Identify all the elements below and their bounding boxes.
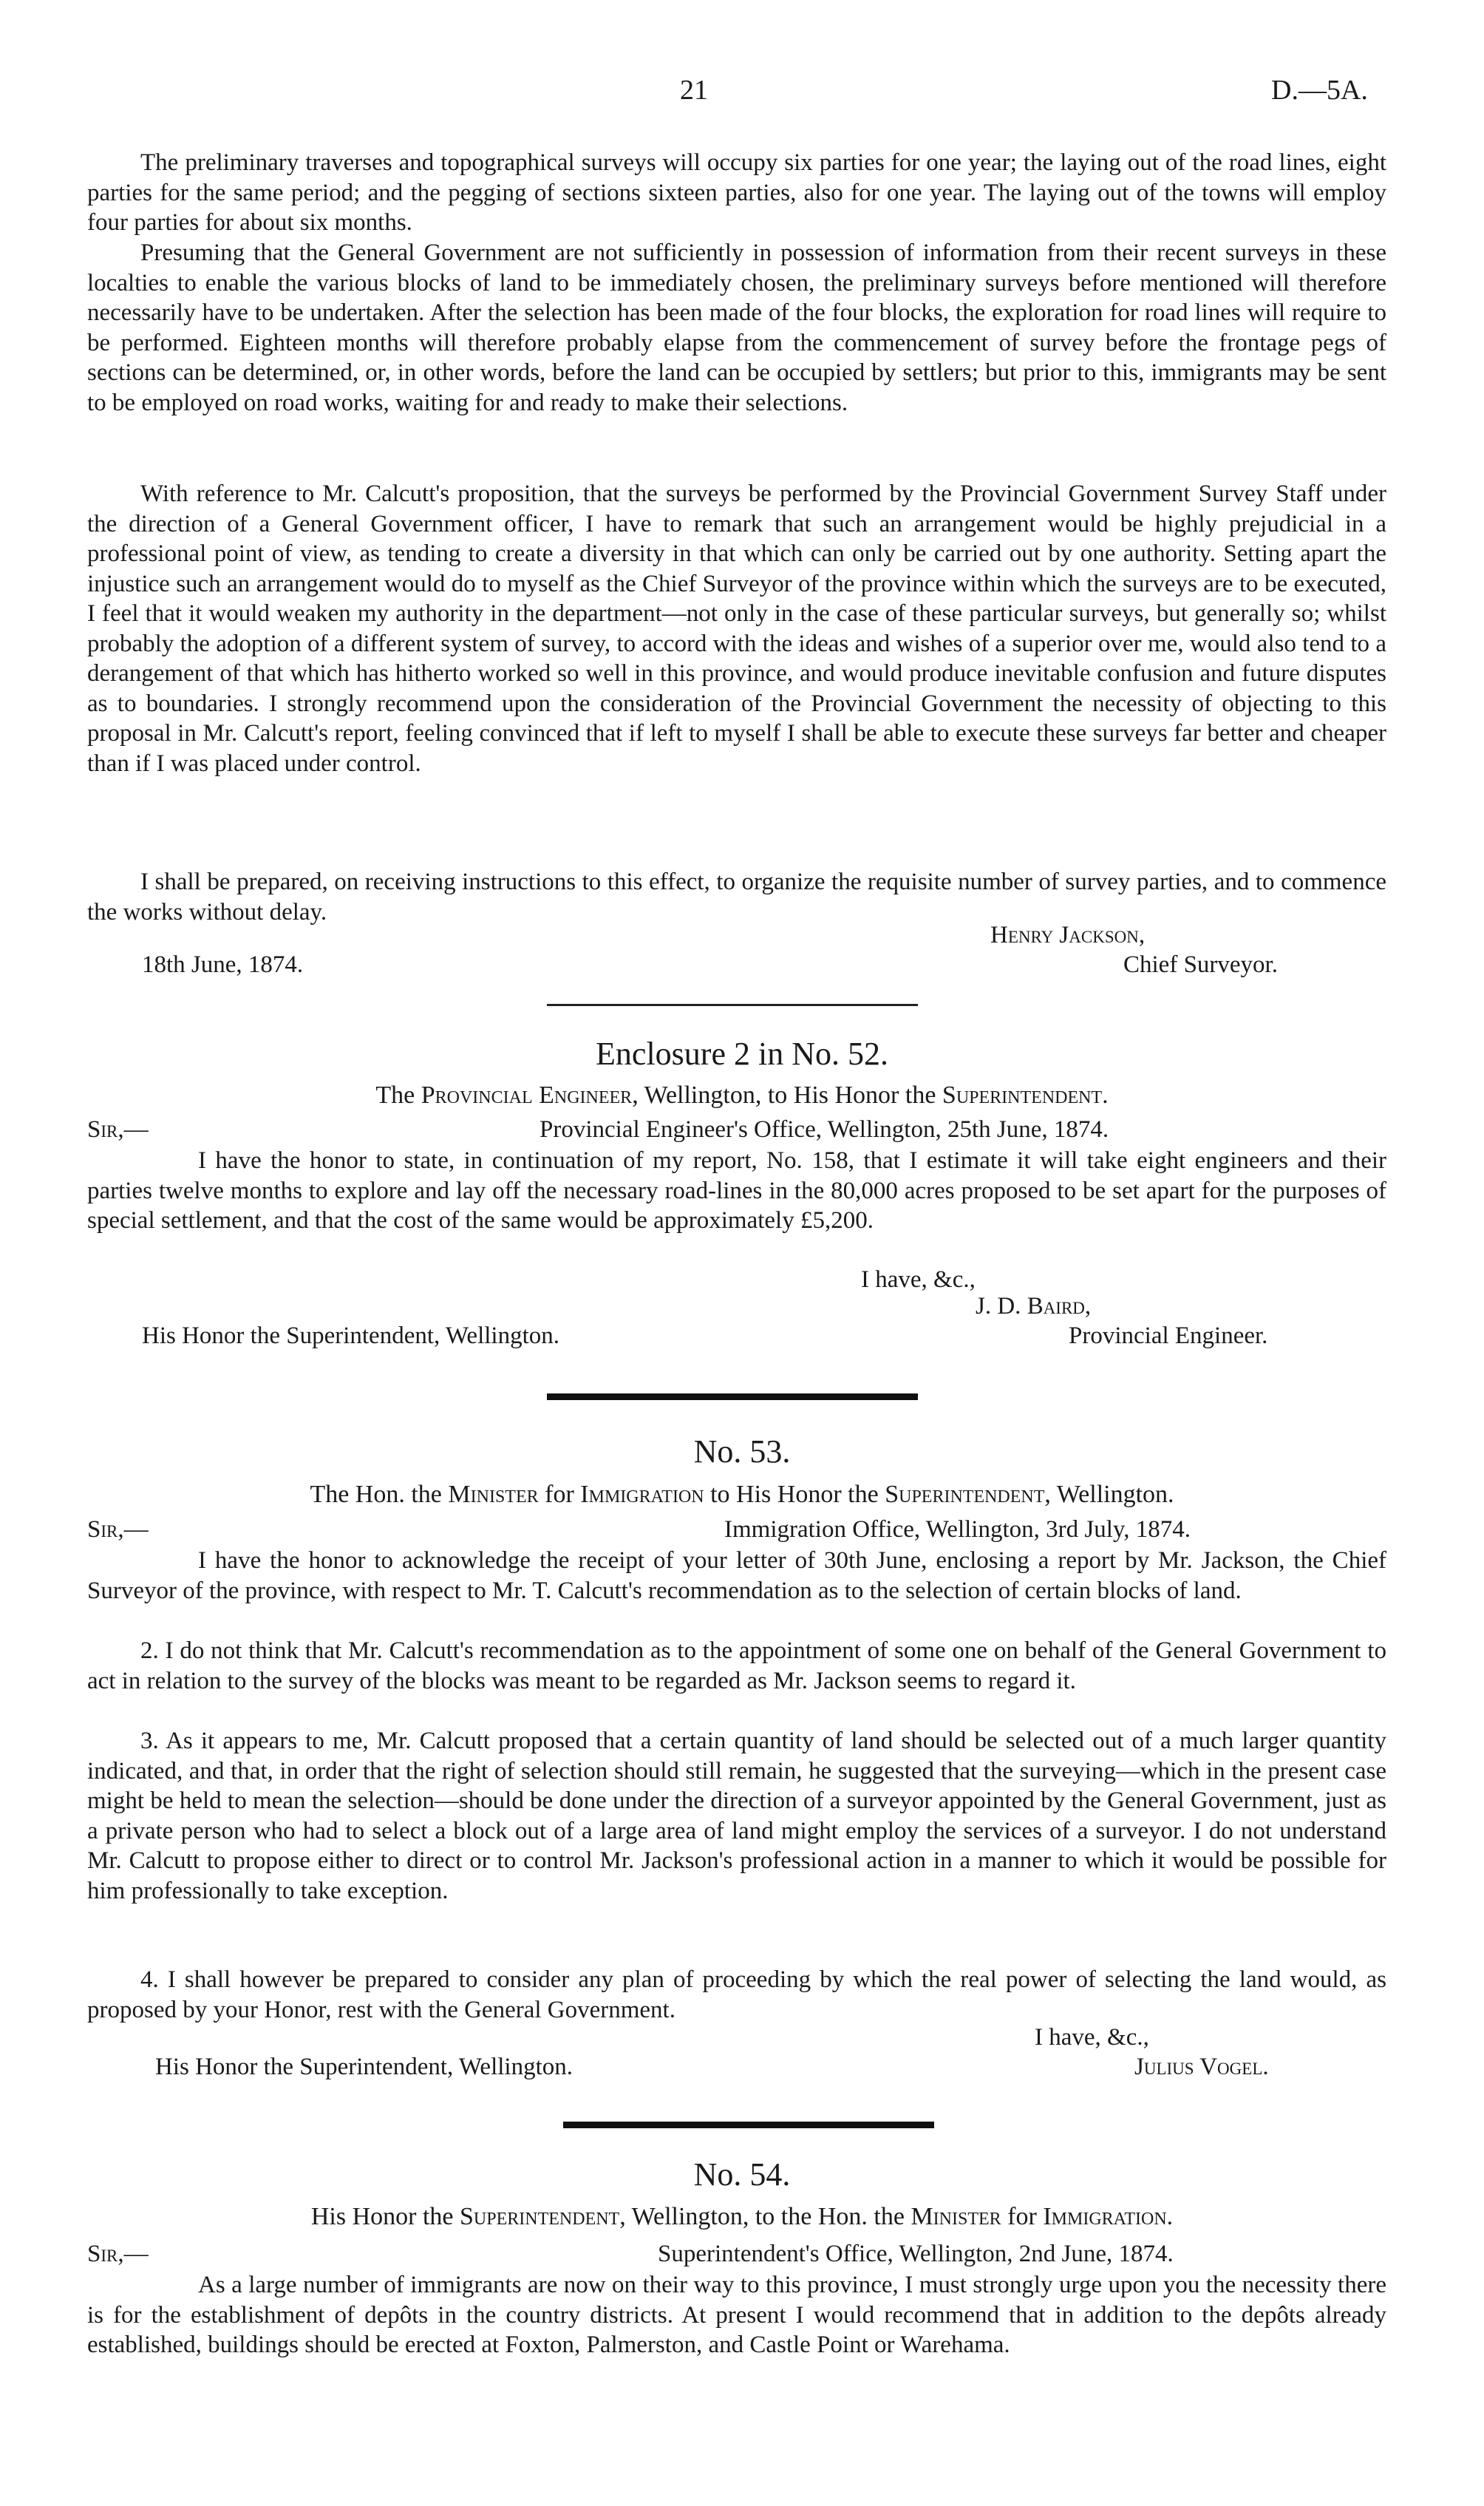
- enclosure-2-salutation: Sir,—: [87, 1116, 149, 1143]
- document-reference: D.—5A.: [1271, 75, 1368, 106]
- enclosure-2-signer: [976, 1293, 1091, 1320]
- surveyor-paragraph-2: Presuming that the General Government are not sufficiently in possession of information from their recent surveys in these localties to enable the various blocks of land to be immediately chosen, the preliminary surveys before mentioned will therefore necessarily have to be undertaken. After the selection has been made of the four blocks, the exploration for road lines will require to be performed. Eighteen months will therefore probably elapse from the commencement of survey before the frontage pegs of sections can be determined, or, in other words, before the land can be occupied by settlers; but prior to this, immigrants may be sent to be employed on road works, waiting for and ready to make their selections.: [87, 240, 1386, 416]
- surveyor-paragraph-1: The preliminary traverses and topographical surveys will occupy six parties for one year; the laying out of the road lines, eight parties for the same period; and the pegging of sections sixteen parties, also for one year. The laying out of the towns will employ four parties for about six months.: [87, 149, 1386, 236]
- enclosure-2-subtitle: [0, 1081, 1484, 1110]
- no53-paragraph-3: 3. As it appears to me, Mr. Calcutt proposed that a certain quantity of land should be selected out of a much larger quantity indicated, and that, in order that the right of selection should still remain, he suggested that the surveying—which in the present case might be held to mean the selection—should be done under the direction of a surveyor appointed by the General Government, just as a private person who had to select a block out of a large area of land might employ the services of a surveyor. I do not understand Mr. Calcutt to propose either to direct or to control Mr. Jackson's professional action in a manner to which it would be possible for him professionally to take exception.: [87, 1728, 1386, 1904]
- subtitle-text: to His Honor the: [704, 1481, 885, 1508]
- subtitle-text: Superintendent: [942, 1081, 1103, 1109]
- subtitle-text: Immigration: [580, 1481, 704, 1508]
- surveyor-signer: Henry Jackson,: [990, 922, 1146, 948]
- no53-title: No. 53.: [693, 1433, 791, 1470]
- no53-subtitle: [0, 1481, 1484, 1509]
- signer-initials: J. D.: [976, 1293, 1027, 1320]
- subtitle-text: The Hon. the: [310, 1481, 449, 1508]
- subtitle-text: .: [1166, 2203, 1174, 2230]
- enclosure-2-signer-title: Provincial Engineer.: [1069, 1322, 1268, 1349]
- enclosure-2-body: I have the honor to state, in continuation of my report, No. 158, that I estimate it will take eight engineers and their parties twelve months to explore and lay off the necessary road-lines in the 80,000 acres proposed to be set apart for the purposes of special settlement, and that the cost of the same would be approximately £5,200.: [87, 1147, 1386, 1234]
- subtitle-text: Immigration: [1043, 2203, 1167, 2230]
- surveyor-title: Chief Surveyor.: [1123, 951, 1278, 978]
- no54-paragraph-1: As a large number of immigrants are now on their way to this province, I must strongly urge upon you the necessity there is for the establishment of depôts in the country districts. At present I would recommend that in addition to the depôts already established, buildings should be erected at Foxton, Palmerston, and Castle Point or Warehama.: [87, 2272, 1386, 2358]
- enclosure-2-dateline: Provincial Engineer's Office, Wellington, 25th June, 1874.: [540, 1116, 1109, 1143]
- no54-dateline: Superintendent's Office, Wellington, 2nd June, 1874.: [658, 2241, 1174, 2267]
- subtitle-text: Superintendent: [885, 1481, 1045, 1508]
- enclosure-2-title: Enclosure 2 in No. 52.: [596, 1036, 888, 1072]
- subtitle-text: , Wellington.: [1044, 1481, 1174, 1508]
- no54-subtitle: [0, 2203, 1484, 2231]
- subtitle-text: Minister: [911, 2203, 1001, 2230]
- no53-salutation: Sir,—: [87, 1516, 149, 1543]
- subtitle-text: .: [1102, 1081, 1109, 1109]
- surveyor-paragraph-4: I shall be prepared, on receiving instructions to this effect, to organize the requisite number of survey parties, and to commence the works without delay.: [87, 869, 1386, 926]
- no53-dateline: Immigration Office, Wellington, 3rd July, 1874.: [724, 1516, 1191, 1543]
- subtitle-text: for: [538, 1481, 581, 1508]
- subtitle-text: Superintendent: [460, 2203, 620, 2230]
- surveyor-paragraph-3: With reference to Mr. Calcutt's proposition, that the surveys be performed by the Provincial Government Survey Staff under the direction of a General Government officer, I have to remark that such an arrangement would be highly prejudicial in a professional point of view, as tending to create a diversity in that which can only be carried out by one authority. Setting apart the injustice such an arrangement would do to myself as the Chief Surveyor of the province within which the surveys are to be executed, I feel that it would weaken my authority in the department—not only in the case of these particular surveys, but generally so; whilst probably the adoption of a different system of survey, to accord with the ideas and wishes of a superior over me, would also tend to a derangement of that which has hitherto worked so well in this province, and would produce inevitable confusion and future disputes as to boundaries. I strongly recommend upon the consideration of the Provincial Government the necessity of objecting to this proposal in Mr. Calcutt's report, feeling convinced that if left to myself I shall be able to execute these surveys far better and cheaper than if I was placed under control.: [87, 481, 1386, 777]
- section-divider: [547, 1004, 918, 1006]
- no53-signer: Julius Vogel.: [1134, 2054, 1269, 2080]
- subtitle-text: The: [375, 1081, 421, 1109]
- no54-salutation: Sir,—: [87, 2241, 149, 2267]
- subtitle-text: , Wellington, to the Hon. the: [619, 2203, 911, 2230]
- no53-closing: I have, &c.,: [1035, 2024, 1149, 2051]
- subtitle-text: , Wellington, to His Honor the: [632, 1081, 942, 1109]
- no53-paragraph-1: I have the honor to acknowledge the receipt of your letter of 30th June, enclosing a report by Mr. Jackson, the Chief Surveyor of the province, with respect to Mr. T. Calcutt's recommendation as to the selection of certain blocks of land.: [87, 1547, 1386, 1604]
- subtitle-text: Minister: [448, 1481, 539, 1508]
- no53-paragraph-2: 2. I do not think that Mr. Calcutt's recommendation as to the appointment of some one on behalf of the General Government to act in relation to the survey of the blocks was meant to be regarded as Mr. Jackson seems to regard it.: [87, 1637, 1386, 1694]
- no53-paragraph-4: 4. I shall however be prepared to consider any plan of proceeding by which the real power of selecting the land would, as proposed by your Honor, rest with the General Government.: [87, 1966, 1386, 2023]
- surveyor-letter-date: 18th June, 1874.: [142, 951, 304, 978]
- subtitle-text: for: [1001, 2203, 1044, 2230]
- subtitle-text: Provincial Engineer: [421, 1081, 633, 1109]
- enclosure-2-closing: I have, &c.,: [861, 1266, 976, 1293]
- no54-title: No. 54.: [693, 2156, 791, 2193]
- section-divider-thick: [547, 1393, 918, 1400]
- signer-name: Baird,: [1027, 1293, 1092, 1320]
- page-number: 21: [680, 75, 708, 106]
- enclosure-2-addressee: His Honor the Superintendent, Wellington.: [142, 1322, 559, 1349]
- no53-addressee: His Honor the Superintendent, Wellington.: [155, 2054, 573, 2080]
- subtitle-text: His Honor the: [310, 2203, 460, 2230]
- section-divider-thick: [563, 2122, 934, 2128]
